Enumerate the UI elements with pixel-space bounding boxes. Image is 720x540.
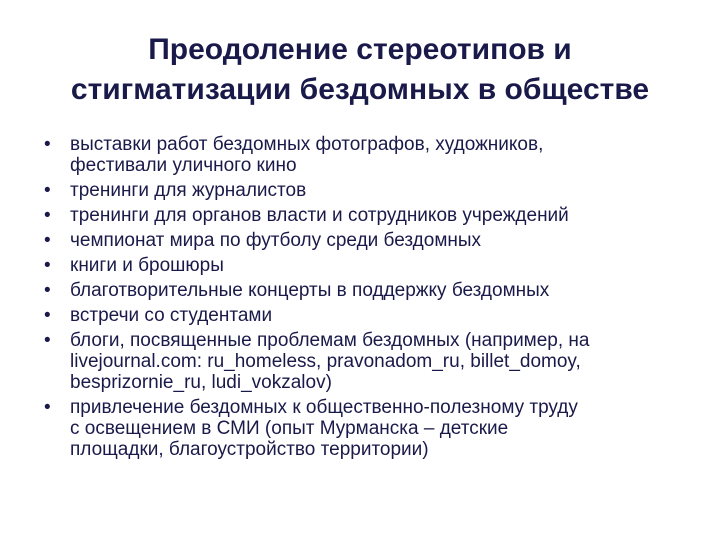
bullet-icon: • bbox=[44, 205, 51, 226]
bullet-text-line: привлечение бездомных к общественно-полезному труду bbox=[70, 397, 578, 418]
title-line-2: стигматизации бездомных в обществе bbox=[70, 73, 650, 106]
bullet-icon: • bbox=[44, 230, 51, 251]
bullet-text-line: тренинги для журналистов bbox=[70, 180, 307, 201]
bullet-list bbox=[44, 134, 704, 460]
bullet-text-line: фестивали уличного кино bbox=[70, 155, 297, 176]
bullet-icon: • bbox=[44, 255, 51, 276]
bullet-icon: • bbox=[44, 330, 51, 351]
bullet-icon: • bbox=[44, 134, 51, 155]
bullet-icon: • bbox=[44, 280, 51, 301]
bullet-text-line: с освещением в СМИ (опыт Мурманска – детские bbox=[70, 418, 509, 439]
bullet-text-line: тренинги для органов власти и сотрудников учреждений bbox=[70, 205, 569, 226]
bullet-item-exhibitions bbox=[44, 134, 704, 176]
bullet-item-student-meetings bbox=[44, 305, 704, 326]
bullet-icon: • bbox=[44, 305, 51, 326]
bullet-icon: • bbox=[44, 180, 51, 201]
bullet-item-community-work bbox=[44, 397, 704, 460]
bullet-text-line: чемпионат мира по футболу среди бездомных bbox=[70, 230, 482, 251]
bullet-text-line: благотворительные концерты в поддержку бездомных bbox=[70, 280, 550, 301]
bullet-item-charity-concerts bbox=[44, 280, 704, 301]
bullet-item-authority-trainings bbox=[44, 205, 704, 226]
slide-content bbox=[44, 134, 704, 464]
bullet-item-journalist-trainings bbox=[44, 180, 704, 201]
bullet-item-football-championship bbox=[44, 230, 704, 251]
bullet-text-line: площадки, благоустройство территории) bbox=[70, 439, 429, 460]
bullet-text-line: встречи со студентами bbox=[70, 305, 273, 326]
bullet-text-line: книги и брошюры bbox=[70, 255, 224, 276]
slide-title bbox=[0, 30, 720, 110]
bullet-item-books bbox=[44, 255, 704, 276]
bullet-text-line: блоги, посвященные проблемам бездомных (например, на bbox=[70, 330, 590, 351]
bullet-icon: • bbox=[44, 397, 51, 418]
bullet-item-blogs bbox=[44, 330, 704, 393]
bullet-text-line: besprizornie_ru, ludi_vokzalov) bbox=[70, 372, 332, 393]
bullet-text-line: выставки работ бездомных фотографов, художников, bbox=[70, 134, 544, 155]
title-line-1: Преодоление стереотипов и bbox=[148, 33, 572, 66]
bullet-text-line: livejournal.com: ru_homeless, pravonadom_ru, billet_domoy, bbox=[70, 351, 581, 372]
